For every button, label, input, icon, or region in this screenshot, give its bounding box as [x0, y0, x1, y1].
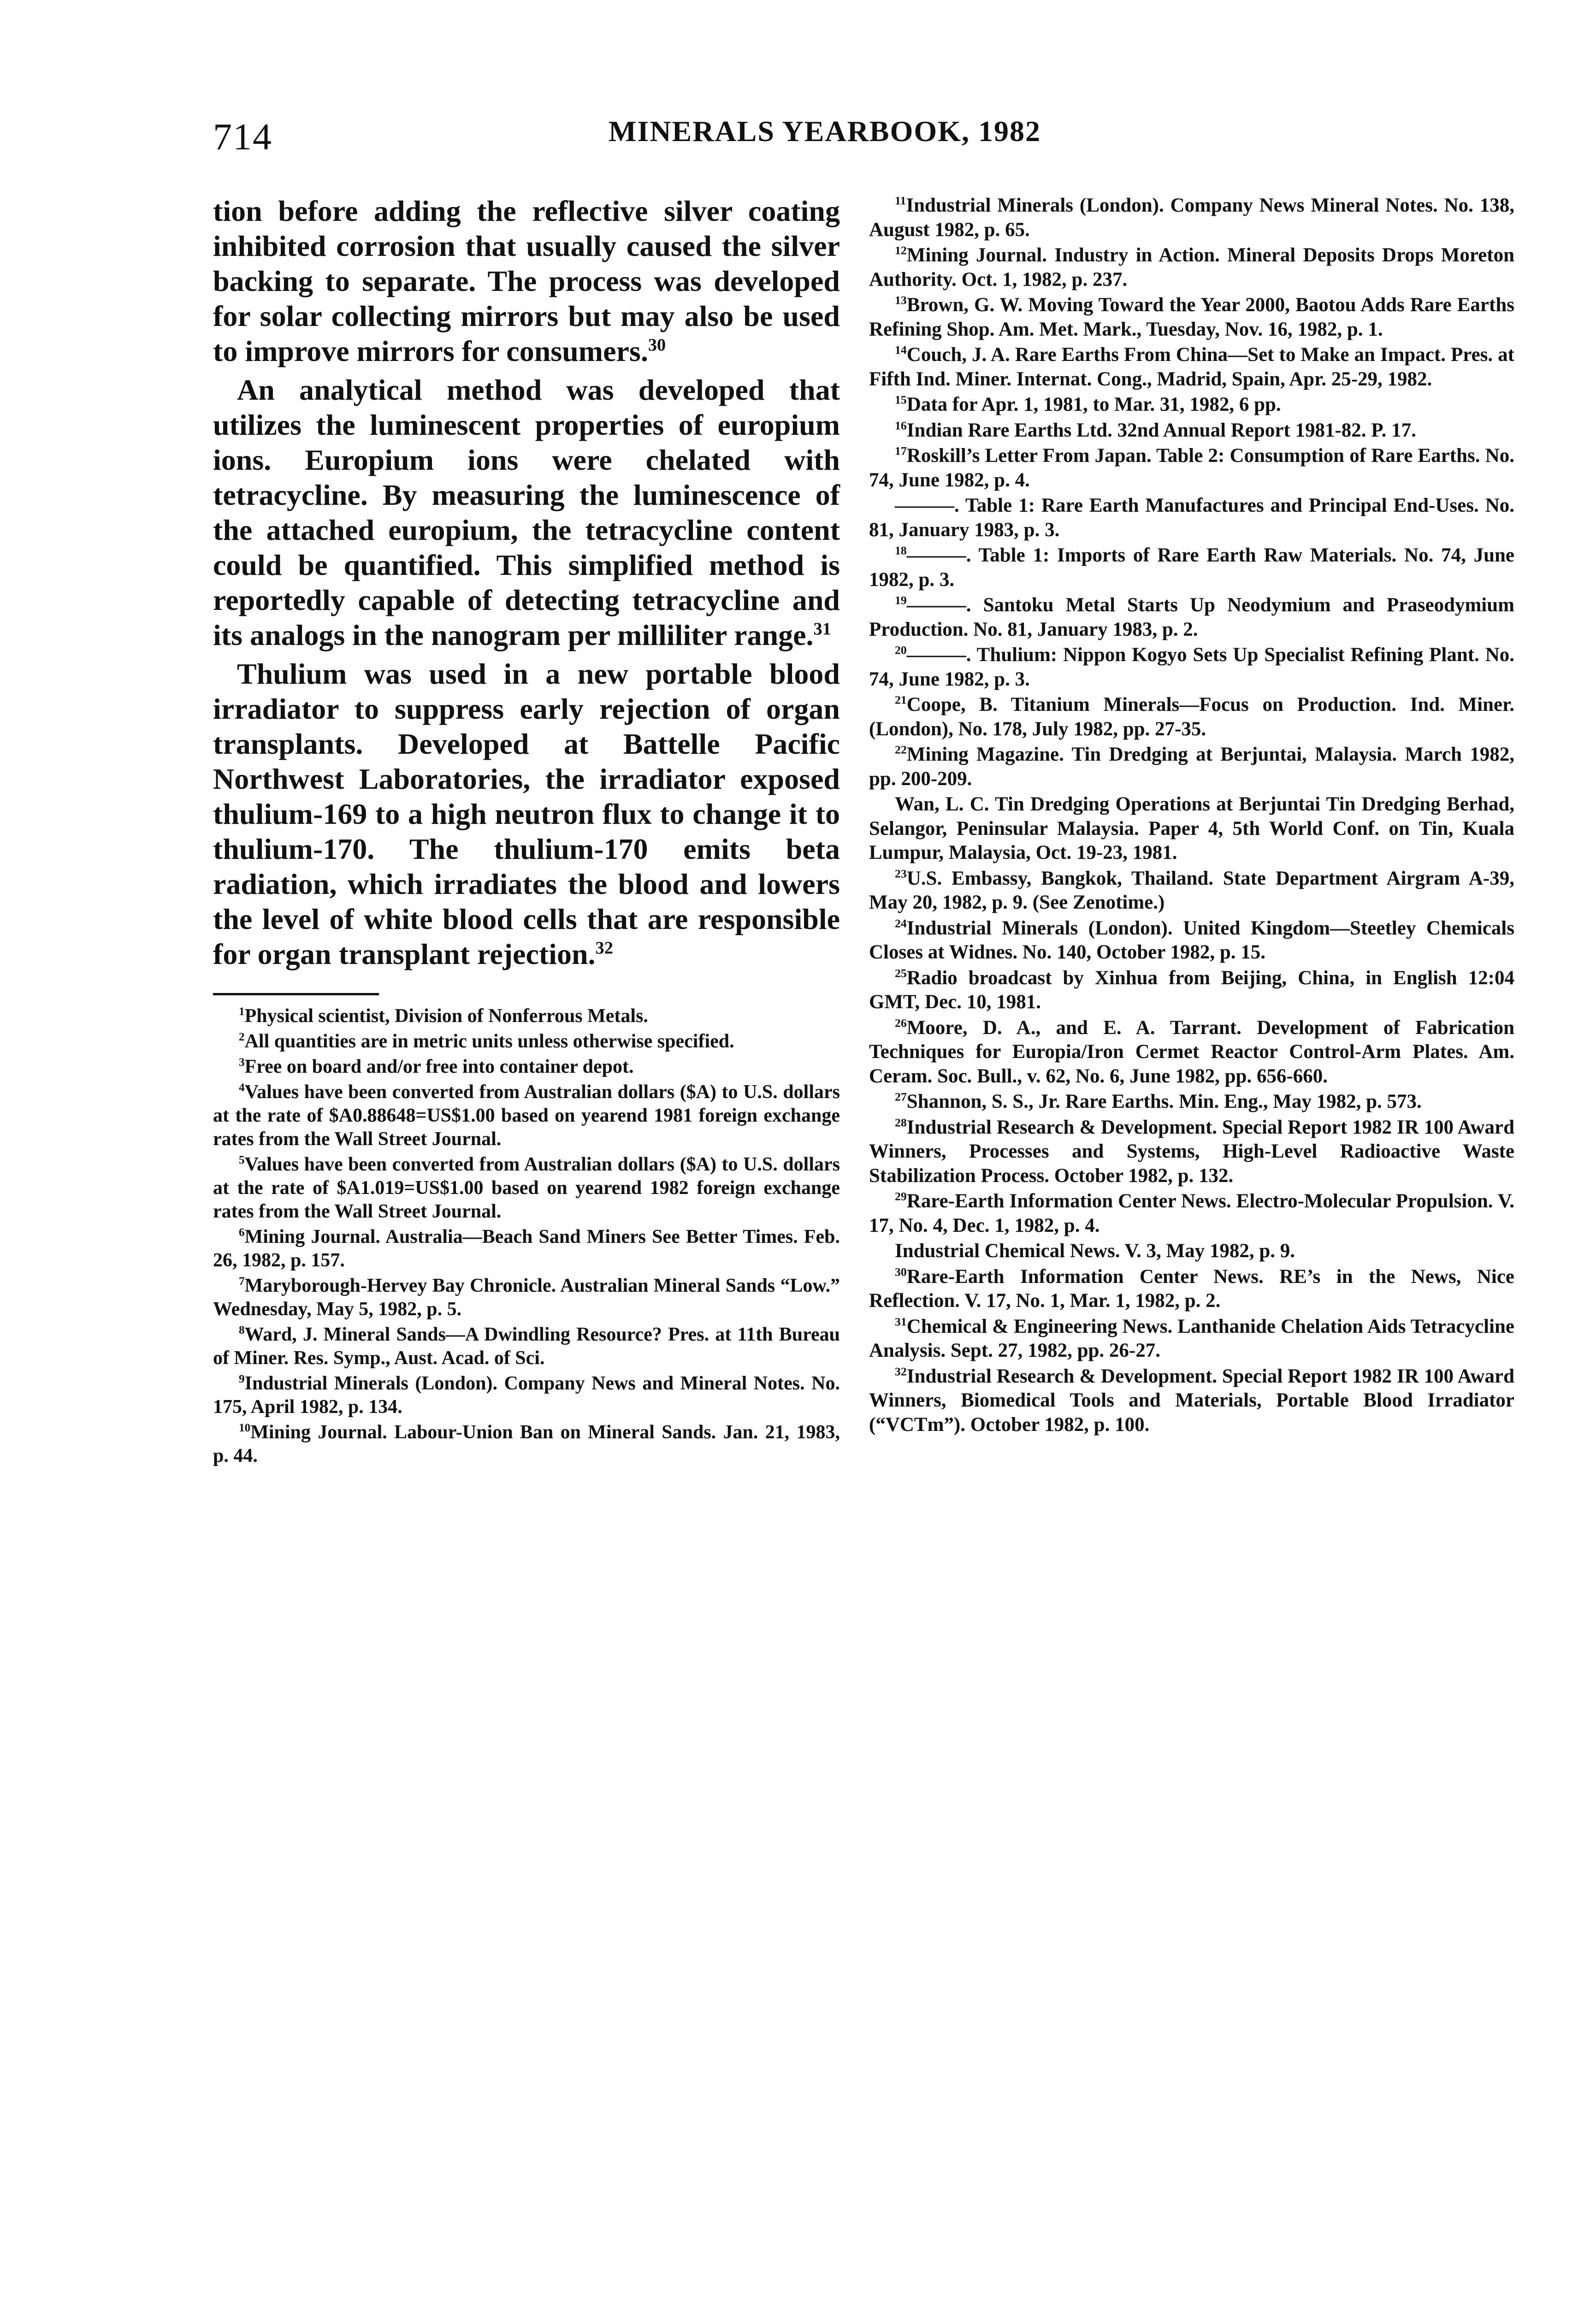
footnote-number: 6 [239, 1226, 245, 1239]
footnotes-right [869, 194, 1514, 1437]
footnote [869, 593, 1514, 642]
footnote-number: 25 [895, 966, 907, 980]
left-column [213, 194, 840, 1470]
footnote-number: 17 [895, 444, 907, 458]
footnote-text: Industrial Minerals (London). Company News and Mineral Notes. No. 175, April 1982, p. 134. [213, 1373, 840, 1418]
footnote-text: All quantities are in metric units unless otherwise specified. [244, 1031, 734, 1052]
footnote-text: Indian Rare Earths Ltd. 32nd Annual Report 1981-82. P. 17. [906, 419, 1416, 441]
footnote-text: Radio broadcast by Xinhua from Beijing, China, in English 12:04 GMT, Dec. 10, 1981. [869, 967, 1514, 1013]
footnote [869, 867, 1514, 915]
footnote [213, 1421, 840, 1468]
running-title: MINERALS YEARBOOK, 1982 [609, 115, 1041, 148]
footnote-text: Chemical & Engineering News. Lanthanide Chelation Aids Tetracycline Analysis. Sept. 27, 1982, pp. 26-27. [869, 1315, 1514, 1361]
footnote-text: Industrial Research & Development. Special Report 1982 IR 100 Award Winners, Biomedical Tools and Materials, Portable Blood Irradiator (“VCTm”). October 1982, p. 100. [869, 1365, 1514, 1436]
footnote-text: ———. Santoku Metal Starts Up Neodymium and Praseodymium Production. No. 81, January 1983, p. 2. [869, 594, 1514, 640]
footnote-text: Free on board and/or free into container depot. [244, 1056, 634, 1077]
footnote-number: 11 [895, 194, 906, 207]
footnote [869, 1239, 1514, 1264]
footnote-number: 16 [895, 419, 907, 432]
footnote-number: 24 [895, 916, 907, 930]
footnote [869, 1315, 1514, 1363]
paragraph-text: tion before adding the reflective silver coating inhibited corrosion that usually caused the silver backing to separate. The process was developed for solar collecting mirrors but may also be used to improve mirrors for consumers. [213, 195, 840, 367]
footnote-number: 23 [895, 867, 907, 881]
footnote-text: Mining Journal. Labour-Union Ban on Mineral Sands. Jan. 21, 1983, p. 44. [213, 1422, 840, 1466]
footnote-number: 22 [895, 743, 907, 757]
footnote-text: Coope, B. Titanium Minerals—Focus on Production. Ind. Miner. (London), No. 178, July 1982, pp. 27-35. [869, 694, 1514, 740]
footnotes-left [213, 1005, 840, 1468]
footnote-text: Values have been converted from Australian dollars ($A) to U.S. dollars at the rate of $A0.88648=US$1.00 based on yearend 1981 foreign exchange rates from the Wall Street Journal. [213, 1082, 840, 1150]
footnote-text: Ward, J. Mineral Sands—A Dwindling Resource? Pres. at 11th Bureau of Miner. Res. Symp., Aust. Acad. of Sci. [213, 1324, 840, 1369]
footnote-number: 26 [895, 1016, 907, 1030]
footnote-number: 18 [895, 544, 907, 557]
footnote-text: Industrial Research & Development. Special Report 1982 IR 100 Award Winners, Processes and Systems, High-Level Radioactive Waste Stabilization Process. October 1982, p. 132. [869, 1116, 1514, 1187]
footnote-number: 15 [895, 393, 907, 407]
footnote-text: Industrial Minerals (London). Company News Mineral Notes. No. 138, August 1982, p. 65. [869, 195, 1514, 241]
footnote-number: 9 [239, 1373, 245, 1385]
footnote-text: ———. Table 1: Imports of Rare Earth Raw Materials. No. 74, June 1982, p. 3. [869, 544, 1514, 591]
footnote [869, 966, 1514, 1015]
footnote-number: 13 [895, 293, 907, 307]
footnote [869, 444, 1514, 492]
footnote [213, 1274, 840, 1321]
footnote-number: 19 [895, 593, 907, 607]
footnote [869, 1189, 1514, 1238]
footnote-text: Wan, L. C. Tin Dredging Operations at Berjuntai Tin Dredging Berhad, Selangor, Peninsular Malaysia. Paper 4, 5th World Conf. on Tin, Kuala Lumpur, Malaysia, Oct. 19-23, 1981. [869, 793, 1514, 863]
footnote [869, 1265, 1514, 1313]
footnote [213, 1081, 840, 1151]
footnote [869, 419, 1514, 443]
footnote-number: 28 [895, 1116, 907, 1129]
footnote [869, 544, 1514, 592]
footnote [869, 916, 1514, 965]
footnote [869, 293, 1514, 342]
footnote-number: 1 [239, 1005, 245, 1018]
footnote-number: 14 [895, 343, 907, 357]
footnote [213, 1153, 840, 1223]
footnote [869, 494, 1514, 542]
footnote-text: Rare-Earth Information Center News. RE’s in the News, Nice Reflection. V. 17, No. 1, Mar. 1, 1982, p. 2. [869, 1265, 1514, 1312]
footnote-number: 27 [895, 1090, 907, 1104]
page-number: 714 [213, 116, 272, 158]
reference-mark: 32 [595, 938, 613, 958]
footnote-number: 5 [239, 1154, 245, 1166]
footnote-text: ———. Table 1: Rare Earth Manufactures and Principal End-Uses. No. 81, January 1983, p. 3. [869, 495, 1514, 541]
footnote-text: ———. Thulium: Nippon Kogyo Sets Up Specialist Refining Plant. No. 74, June 1982, p. 3. [869, 644, 1514, 690]
footnote-number: 31 [895, 1315, 907, 1329]
reference-mark: 31 [813, 619, 831, 639]
footnote-text: Brown, G. W. Moving Toward the Year 2000, Baotou Adds Rare Earths Refining Shop. Am. Met. Mark., Tuesday, Nov. 16, 1982, p. 1. [869, 294, 1514, 340]
footnote [869, 743, 1514, 791]
footnote-text: Industrial Chemical News. V. 3, May 1982, p. 9. [895, 1240, 1295, 1262]
footnote-text: Industrial Minerals (London). United Kingdom—Steetley Chemicals Closes at Widnes. No. 140, October 1982, p. 15. [869, 917, 1514, 963]
footnote-number: 7 [239, 1275, 245, 1288]
footnote-number: 12 [895, 243, 907, 257]
footnote [869, 1365, 1514, 1437]
footnote-number: 20 [895, 643, 907, 657]
footnote [869, 243, 1514, 292]
footnote-text: Values have been converted from Australian dollars ($A) to U.S. dollars at the rate of $A1.019=US$1.00 based on yearend 1982 foreign exchange rates from the Wall Street Journal. [213, 1154, 840, 1222]
footnote [869, 792, 1514, 865]
body-paragraph [213, 656, 840, 972]
footnote-number: 10 [239, 1422, 251, 1434]
footnote [213, 1225, 840, 1272]
footnote [213, 1005, 840, 1028]
footnote-divider [213, 993, 379, 995]
footnote-number: 32 [895, 1365, 907, 1378]
footnote [213, 1323, 840, 1370]
footnote-text: Roskill’s Letter From Japan. Table 2: Consumption of Rare Earths. No. 74, June 1982, p. 4. [869, 445, 1514, 491]
footnote [869, 1116, 1514, 1188]
footnote-text: Mining Magazine. Tin Dredging at Berjuntai, Malaysia. March 1982, pp. 200-209. [869, 744, 1514, 790]
footnote-text: Couch, J. A. Rare Earths From China—Set to Make an Impact. Pres. at Fifth Ind. Miner. Internat. Cong., Madrid, Spain, Apr. 25-29, 1982. [869, 344, 1514, 390]
footnote [213, 1055, 840, 1079]
footnote [213, 1372, 840, 1419]
footnote-number: 21 [895, 693, 907, 707]
footnote [869, 643, 1514, 692]
footnote-text: U.S. Embassy, Bangkok, Thailand. State Department Airgram A-39, May 20, 1982, p. 9. (See Zenotime.) [869, 867, 1514, 913]
body-paragraph [213, 194, 840, 369]
reference-mark: 30 [648, 335, 666, 355]
footnote-number: 4 [239, 1082, 245, 1094]
footnote-text: Data for Apr. 1, 1981, to Mar. 31, 1982, 6 pp. [906, 394, 1281, 415]
footnote [213, 1030, 840, 1053]
footnote-number: 3 [239, 1056, 245, 1069]
paragraph-text: An analytical method was developed that utilizes the luminescent properties of europium ions. Europium ions were chelated with tetracycline. By measuring the luminescence of the attached europium, the tetracycline content could be quantified. This simplified method is reportedly capable of detecting tetracycline and its analogs in the nanogram per milliliter range. [213, 373, 840, 651]
body-paragraph [213, 372, 840, 653]
footnote [869, 693, 1514, 741]
footnote [869, 1016, 1514, 1089]
right-column [869, 194, 1514, 1438]
footnote [869, 1090, 1514, 1114]
footnote-text: Moore, D. A., and E. A. Tarrant. Development of Fabrication Techniques for Europia/Iron Cermet Reactor Control-Arm Plates. Am. Ceram. Soc. Bull., v. 62, No. 6, June 1982, pp. 656-660. [869, 1017, 1514, 1087]
footnote [869, 194, 1514, 242]
footnote-text: Mining Journal. Australia—Beach Sand Miners See Better Times. Feb. 26, 1982, p. 157. [213, 1226, 840, 1271]
footnote-text: Shannon, S. S., Jr. Rare Earths. Min. Eng., May 1982, p. 573. [906, 1091, 1422, 1112]
footnote-number: 8 [239, 1324, 245, 1336]
footnote-number: 2 [239, 1031, 245, 1043]
footnote-text: Maryborough-Hervey Bay Chronicle. Australian Mineral Sands “Low.” Wednesday, May 5, 1982, p. 5. [213, 1275, 840, 1320]
footnote-number: 30 [895, 1265, 907, 1279]
footnote-text: Rare-Earth Information Center News. Electro-Molecular Propulsion. V. 17, No. 4, Dec. 1, 1982, p. 4. [869, 1190, 1514, 1236]
footnote-number: 29 [895, 1189, 907, 1203]
footnote [869, 393, 1514, 417]
paragraph-text: Thulium was used in a new portable blood irradiator to suppress early rejection of organ transplants. Developed at Battelle Pacific Northwest Laboratories, the irradiator exposed thulium-169 to a high neutron flux to change it to thulium-170. The thulium-170 emits beta radiation, which irradiates the blood and lowers the level of white blood cells that are responsible for organ transplant rejection. [213, 657, 840, 970]
footnote-text: Physical scientist, Division of Nonferrous Metals. [244, 1005, 648, 1027]
footnote [869, 343, 1514, 391]
footnote-text: Mining Journal. Industry in Action. Mineral Deposits Drops Moreton Authority. Oct. 1, 1982, p. 237. [869, 244, 1514, 290]
